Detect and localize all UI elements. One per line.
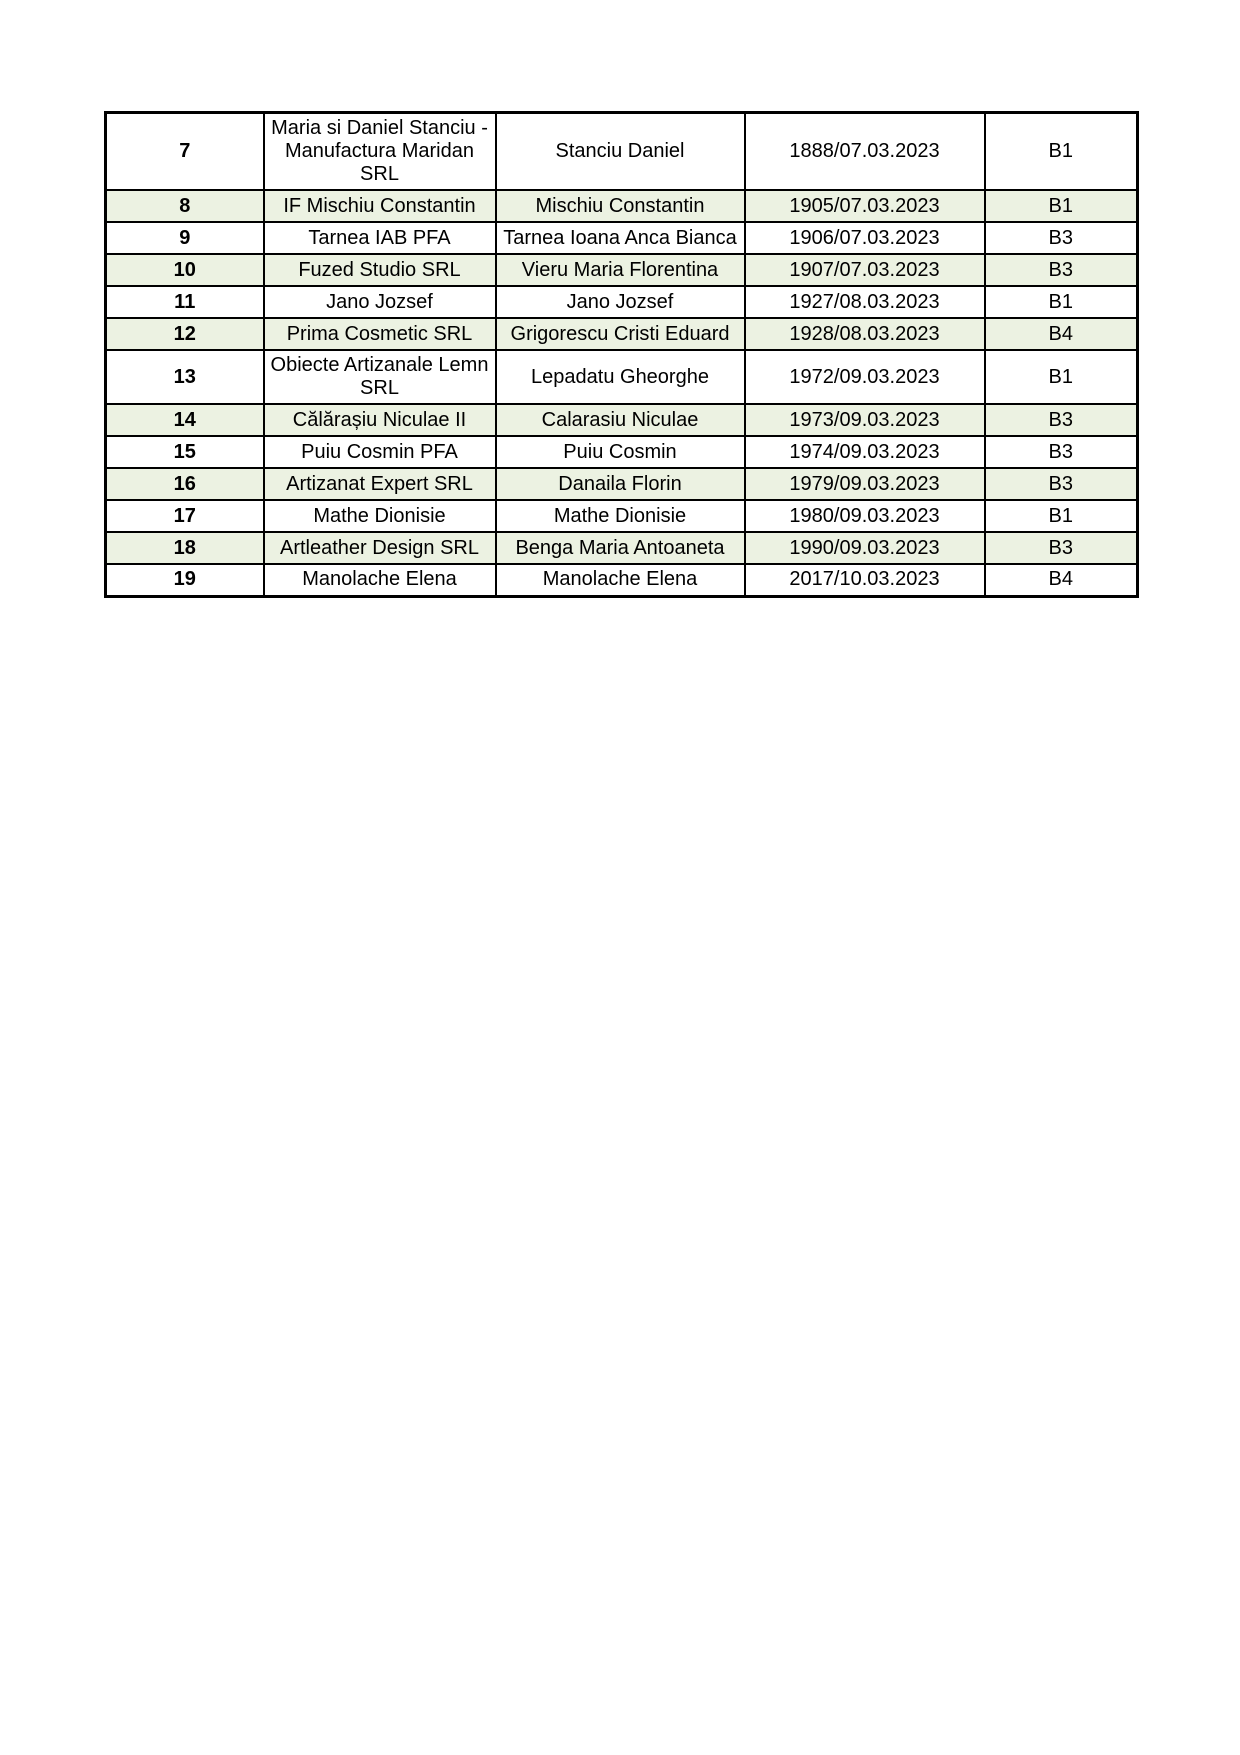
cell-registration: 1973/09.03.2023 xyxy=(745,404,985,436)
cell-representative: Mathe Dionisie xyxy=(496,500,745,532)
cell-company: Puiu Cosmin PFA xyxy=(264,436,496,468)
table-row xyxy=(106,222,1138,254)
cell-code: B1 xyxy=(985,500,1138,532)
cell-registration: 1980/09.03.2023 xyxy=(745,500,985,532)
cell-company: Manolache Elena xyxy=(264,564,496,596)
cell-representative: Tarnea Ioana Anca Bianca xyxy=(496,222,745,254)
cell-company: Prima Cosmetic SRL xyxy=(264,318,496,350)
cell-representative: Lepadatu Gheorghe xyxy=(496,350,745,404)
cell-representative: Calarasiu Niculae xyxy=(496,404,745,436)
cell-representative: Mischiu Constantin xyxy=(496,190,745,222)
cell-representative: Benga Maria Antoaneta xyxy=(496,532,745,564)
cell-company: Maria si Daniel Stanciu - Manufactura Maridan SRL xyxy=(264,113,496,191)
cell-index: 8 xyxy=(106,190,264,222)
cell-representative: Grigorescu Cristi Eduard xyxy=(496,318,745,350)
cell-registration: 1928/08.03.2023 xyxy=(745,318,985,350)
cell-index: 9 xyxy=(106,222,264,254)
table-row xyxy=(106,190,1138,222)
table-row xyxy=(106,532,1138,564)
cell-company: IF Mischiu Constantin xyxy=(264,190,496,222)
cell-code: B4 xyxy=(985,318,1138,350)
cell-index: 13 xyxy=(106,350,264,404)
cell-company: Obiecte Artizanale Lemn SRL xyxy=(264,350,496,404)
table-row xyxy=(106,350,1138,404)
cell-representative: Vieru Maria Florentina xyxy=(496,254,745,286)
table-row xyxy=(106,436,1138,468)
cell-representative: Danaila Florin xyxy=(496,468,745,500)
cell-company: Artizanat Expert SRL xyxy=(264,468,496,500)
cell-code: B1 xyxy=(985,286,1138,318)
cell-index: 7 xyxy=(106,113,264,191)
cell-code: B3 xyxy=(985,404,1138,436)
cell-representative: Puiu Cosmin xyxy=(496,436,745,468)
cell-company: Jano Jozsef xyxy=(264,286,496,318)
cell-registration: 1974/09.03.2023 xyxy=(745,436,985,468)
table-row xyxy=(106,318,1138,350)
table-row xyxy=(106,113,1138,191)
cell-index: 17 xyxy=(106,500,264,532)
cell-index: 15 xyxy=(106,436,264,468)
cell-registration: 1979/09.03.2023 xyxy=(745,468,985,500)
cell-company: Călărașiu Niculae II xyxy=(264,404,496,436)
cell-company: Fuzed Studio SRL xyxy=(264,254,496,286)
cell-representative: Jano Jozsef xyxy=(496,286,745,318)
table-row xyxy=(106,500,1138,532)
cell-index: 12 xyxy=(106,318,264,350)
cell-code: B1 xyxy=(985,190,1138,222)
cell-company: Artleather Design SRL xyxy=(264,532,496,564)
records-table xyxy=(104,111,1139,598)
cell-index: 16 xyxy=(106,468,264,500)
cell-registration: 1990/09.03.2023 xyxy=(745,532,985,564)
cell-code: B3 xyxy=(985,222,1138,254)
cell-registration: 1927/08.03.2023 xyxy=(745,286,985,318)
cell-code: B3 xyxy=(985,254,1138,286)
cell-index: 18 xyxy=(106,532,264,564)
cell-code: B3 xyxy=(985,468,1138,500)
cell-code: B4 xyxy=(985,564,1138,596)
cell-code: B3 xyxy=(985,436,1138,468)
cell-registration: 1905/07.03.2023 xyxy=(745,190,985,222)
cell-index: 19 xyxy=(106,564,264,596)
table-row xyxy=(106,286,1138,318)
cell-company: Mathe Dionisie xyxy=(264,500,496,532)
cell-code: B1 xyxy=(985,350,1138,404)
table-row xyxy=(106,468,1138,500)
cell-code: B1 xyxy=(985,113,1138,191)
cell-registration: 1907/07.03.2023 xyxy=(745,254,985,286)
cell-representative: Stanciu Daniel xyxy=(496,113,745,191)
cell-index: 14 xyxy=(106,404,264,436)
cell-company: Tarnea IAB PFA xyxy=(264,222,496,254)
cell-registration: 1888/07.03.2023 xyxy=(745,113,985,191)
cell-representative: Manolache Elena xyxy=(496,564,745,596)
table-row xyxy=(106,404,1138,436)
cell-index: 10 xyxy=(106,254,264,286)
cell-registration: 2017/10.03.2023 xyxy=(745,564,985,596)
table-row xyxy=(106,564,1138,596)
records-table-body xyxy=(106,113,1138,597)
cell-code: B3 xyxy=(985,532,1138,564)
table-row xyxy=(106,254,1138,286)
cell-index: 11 xyxy=(106,286,264,318)
cell-registration: 1906/07.03.2023 xyxy=(745,222,985,254)
cell-registration: 1972/09.03.2023 xyxy=(745,350,985,404)
